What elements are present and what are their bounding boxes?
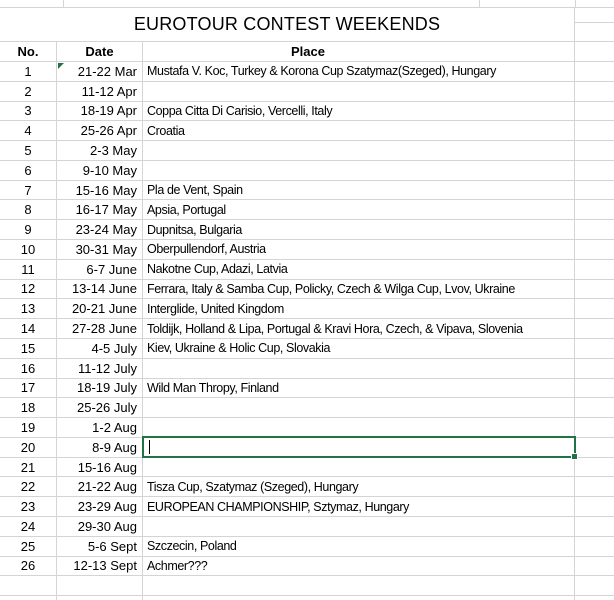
- cell-extra[interactable]: [575, 141, 614, 160]
- cell-place[interactable]: Kiev, Ukraine & Holic Cup, Slovakia: [143, 339, 575, 358]
- column-header-no[interactable]: [0, 42, 57, 61]
- cell-date[interactable]: 11-12 July: [57, 359, 143, 378]
- cell-date[interactable]: 8-9 Aug: [57, 438, 143, 457]
- table-row: [0, 398, 614, 418]
- cell-extra[interactable]: [575, 62, 614, 81]
- cell-extra[interactable]: [575, 200, 614, 219]
- cell-date[interactable]: 23-29 Aug: [57, 497, 143, 516]
- table-row: [0, 62, 614, 82]
- cell-date[interactable]: 6-7 June: [57, 260, 143, 279]
- gridline-vertical: [63, 0, 64, 7]
- cell-place[interactable]: [143, 458, 575, 477]
- cell-date[interactable]: 21-22 Mar: [57, 62, 143, 81]
- table-row: [0, 477, 614, 497]
- cell-extra[interactable]: [575, 379, 614, 398]
- cell-place[interactable]: [143, 517, 575, 536]
- table-row: [0, 537, 614, 557]
- cell-date[interactable]: 15-16 Aug: [57, 458, 143, 477]
- cell-date[interactable]: 12-13 Sept: [57, 557, 143, 576]
- cell-place[interactable]: Apsia, Portugal: [143, 200, 575, 219]
- cell-date[interactable]: 29-30 Aug: [57, 517, 143, 536]
- cell-no[interactable]: 8: [0, 200, 57, 219]
- cell-place[interactable]: EUROPEAN CHAMPIONSHIP, Sztymaz, Hungary: [143, 497, 575, 516]
- gridline-vertical: [479, 0, 480, 7]
- cell-no[interactable]: 17: [0, 379, 57, 398]
- cell-place[interactable]: [143, 418, 575, 437]
- table-row: [0, 497, 614, 517]
- cell-date[interactable]: 18-19 Apr: [57, 102, 143, 121]
- cell-date[interactable]: 25-26 Apr: [57, 121, 143, 140]
- cell-place[interactable]: [143, 438, 575, 457]
- cell-no[interactable]: 3: [0, 102, 57, 121]
- cell-extra[interactable]: [575, 240, 614, 259]
- cell-place[interactable]: [143, 161, 575, 180]
- title-row: [0, 8, 614, 42]
- cell-place[interactable]: Szczecin, Poland: [143, 537, 575, 556]
- cell-no[interactable]: 24: [0, 517, 57, 536]
- column-header-no-label: No.: [17, 44, 39, 59]
- error-indicator-triangle: [58, 63, 64, 69]
- table-row: [0, 458, 614, 478]
- cell-place[interactable]: [143, 576, 575, 595]
- cell-no[interactable]: 9: [0, 220, 57, 239]
- title-cell[interactable]: [0, 8, 575, 41]
- cell-extra[interactable]: [575, 319, 614, 338]
- cell-date[interactable]: 1-2 Aug: [57, 418, 143, 437]
- cell-place[interactable]: Mustafa V. Koc, Turkey & Korona Cup Szatymaz(Szeged), Hungary: [143, 62, 575, 81]
- table-row: [0, 359, 614, 379]
- cell-extra[interactable]: [575, 220, 614, 239]
- cell-date[interactable]: 30-31 May: [57, 240, 143, 259]
- cell-no[interactable]: 1: [0, 62, 57, 81]
- table-row: [0, 260, 614, 280]
- table-row: [0, 557, 614, 577]
- table-row: [0, 379, 614, 399]
- cell-place: [143, 596, 575, 600]
- cell-extra[interactable]: [575, 557, 614, 576]
- cell-date[interactable]: 4-5 July: [57, 339, 143, 358]
- cell-no[interactable]: 11: [0, 260, 57, 279]
- table-row: [0, 181, 614, 201]
- cell-place[interactable]: Coppa Citta Di Carisio, Vercelli, Italy: [143, 102, 575, 121]
- cell-date[interactable]: 2-3 May: [57, 141, 143, 160]
- partial-row-above-title: [0, 0, 614, 8]
- cell-date[interactable]: 13-14 June: [57, 280, 143, 299]
- right-gutter-column: [575, 8, 614, 41]
- cell-no[interactable]: 6: [0, 161, 57, 180]
- table-row: [0, 200, 614, 220]
- cell-date[interactable]: 25-26 July: [57, 398, 143, 417]
- cell-place[interactable]: Dupnitsa, Bulgaria: [143, 220, 575, 239]
- cell-place[interactable]: [143, 141, 575, 160]
- cell-extra[interactable]: [575, 537, 614, 556]
- cell-extra[interactable]: [575, 576, 614, 595]
- cell-date[interactable]: 5-6 Sept: [57, 537, 143, 556]
- table-row: [0, 517, 614, 537]
- table-row: [0, 141, 614, 161]
- cell-no[interactable]: 15: [0, 339, 57, 358]
- cell-date[interactable]: [57, 576, 143, 595]
- cell-place[interactable]: Achmer???: [143, 557, 575, 576]
- cell-date[interactable]: 11-12 Apr: [57, 82, 143, 101]
- cell-extra[interactable]: [575, 102, 614, 121]
- cell-no[interactable]: 21: [0, 458, 57, 477]
- cell-no[interactable]: 4: [0, 121, 57, 140]
- header-extra-cell[interactable]: [575, 42, 614, 61]
- sheet-title: EUROTOUR CONTEST WEEKENDS: [133, 14, 441, 34]
- cell-extra[interactable]: [575, 477, 614, 496]
- column-header-place-label: Place: [291, 44, 325, 59]
- cell-date: [57, 596, 143, 600]
- table-row: [0, 299, 614, 319]
- cell-place[interactable]: Wild Man Thropy, Finland: [143, 379, 575, 398]
- cell-extra[interactable]: [575, 418, 614, 437]
- cell-date[interactable]: 27-28 June: [57, 319, 143, 338]
- cell-no[interactable]: 20: [0, 438, 57, 457]
- gridline-vertical: [575, 0, 576, 7]
- cell-place[interactable]: Nakotne Cup, Adazi, Latvia: [143, 260, 575, 279]
- table-row: [0, 121, 614, 141]
- cell-date[interactable]: 9-10 May: [57, 161, 143, 180]
- column-header-date[interactable]: [57, 42, 143, 61]
- cell-place[interactable]: Tisza Cup, Szatymaz (Szeged), Hungary: [143, 477, 575, 496]
- cell-no[interactable]: 22: [0, 477, 57, 496]
- table-row: [0, 102, 614, 122]
- cell-place[interactable]: Croatia: [143, 121, 575, 140]
- cell-date[interactable]: 23-24 May: [57, 220, 143, 239]
- cell-place[interactable]: [143, 82, 575, 101]
- cell-no[interactable]: 18: [0, 398, 57, 417]
- cell-place[interactable]: Oberpullendorf, Austria: [143, 240, 575, 259]
- cell-extra[interactable]: [575, 517, 614, 536]
- cell-extra[interactable]: [575, 299, 614, 318]
- table-row: [0, 418, 614, 438]
- cell-extra[interactable]: [575, 161, 614, 180]
- cell-date[interactable]: 21-22 Aug: [57, 477, 143, 496]
- table-row: [0, 161, 614, 181]
- cell-no[interactable]: 10: [0, 240, 57, 259]
- cell-place[interactable]: Ferrara, Italy & Samba Cup, Policky, Czech & Wilga Cup, Lvov, Ukraine: [143, 280, 575, 299]
- text-cursor: [149, 440, 150, 454]
- table-row: [0, 220, 614, 240]
- cell-place[interactable]: Interglide, United Kingdom: [143, 299, 575, 318]
- partial-row-below: [0, 596, 614, 600]
- table-row: [0, 339, 614, 359]
- table-body: [0, 62, 614, 576]
- table-row: [0, 319, 614, 339]
- cell-extra[interactable]: [575, 497, 614, 516]
- cell-date[interactable]: 18-19 July: [57, 379, 143, 398]
- table-row: [0, 240, 614, 260]
- cell-date[interactable]: 20-21 June: [57, 299, 143, 318]
- cell-no[interactable]: 14: [0, 319, 57, 338]
- cell-date[interactable]: 16-17 May: [57, 200, 143, 219]
- cell-no[interactable]: 23: [0, 497, 57, 516]
- cell-no[interactable]: 26: [0, 557, 57, 576]
- cell-date[interactable]: 15-16 May: [57, 181, 143, 200]
- fill-handle[interactable]: [571, 453, 578, 460]
- cell-place[interactable]: [143, 398, 575, 417]
- cell-no[interactable]: 2: [0, 82, 57, 101]
- cell-no[interactable]: 13: [0, 299, 57, 318]
- gutter-cell[interactable]: [575, 23, 614, 41]
- cell-extra[interactable]: [575, 181, 614, 200]
- cell-extra: [575, 596, 614, 600]
- cell-no[interactable]: 19: [0, 418, 57, 437]
- cell-place[interactable]: Pla de Vent, Spain: [143, 181, 575, 200]
- cell-place[interactable]: [143, 359, 575, 378]
- gutter-cell[interactable]: [575, 8, 614, 23]
- cell-no[interactable]: 16: [0, 359, 57, 378]
- column-header-place[interactable]: [143, 42, 575, 61]
- cell-no[interactable]: 5: [0, 141, 57, 160]
- cell-extra[interactable]: [575, 458, 614, 477]
- cell-no[interactable]: [0, 576, 57, 595]
- empty-row: [0, 576, 614, 596]
- header-row: [0, 42, 614, 62]
- cell-no[interactable]: 7: [0, 181, 57, 200]
- table-row: [0, 82, 614, 102]
- cell-extra[interactable]: [575, 260, 614, 279]
- table-row: [0, 438, 614, 458]
- cell-no[interactable]: 12: [0, 280, 57, 299]
- cell-extra[interactable]: [575, 82, 614, 101]
- cell-extra[interactable]: [575, 121, 614, 140]
- cell-extra[interactable]: [575, 398, 614, 417]
- cell-extra[interactable]: [575, 280, 614, 299]
- cell-extra[interactable]: [575, 359, 614, 378]
- cell-place[interactable]: Toldijk, Holland & Lipa, Portugal & Kravi Hora, Czech, & Vipava, Slovenia: [143, 319, 575, 338]
- table-row: [0, 280, 614, 300]
- cell-no: [0, 596, 57, 600]
- cell-extra[interactable]: [575, 339, 614, 358]
- column-header-date-label: Date: [85, 44, 114, 59]
- cell-extra[interactable]: [575, 438, 614, 457]
- cell-no[interactable]: 25: [0, 537, 57, 556]
